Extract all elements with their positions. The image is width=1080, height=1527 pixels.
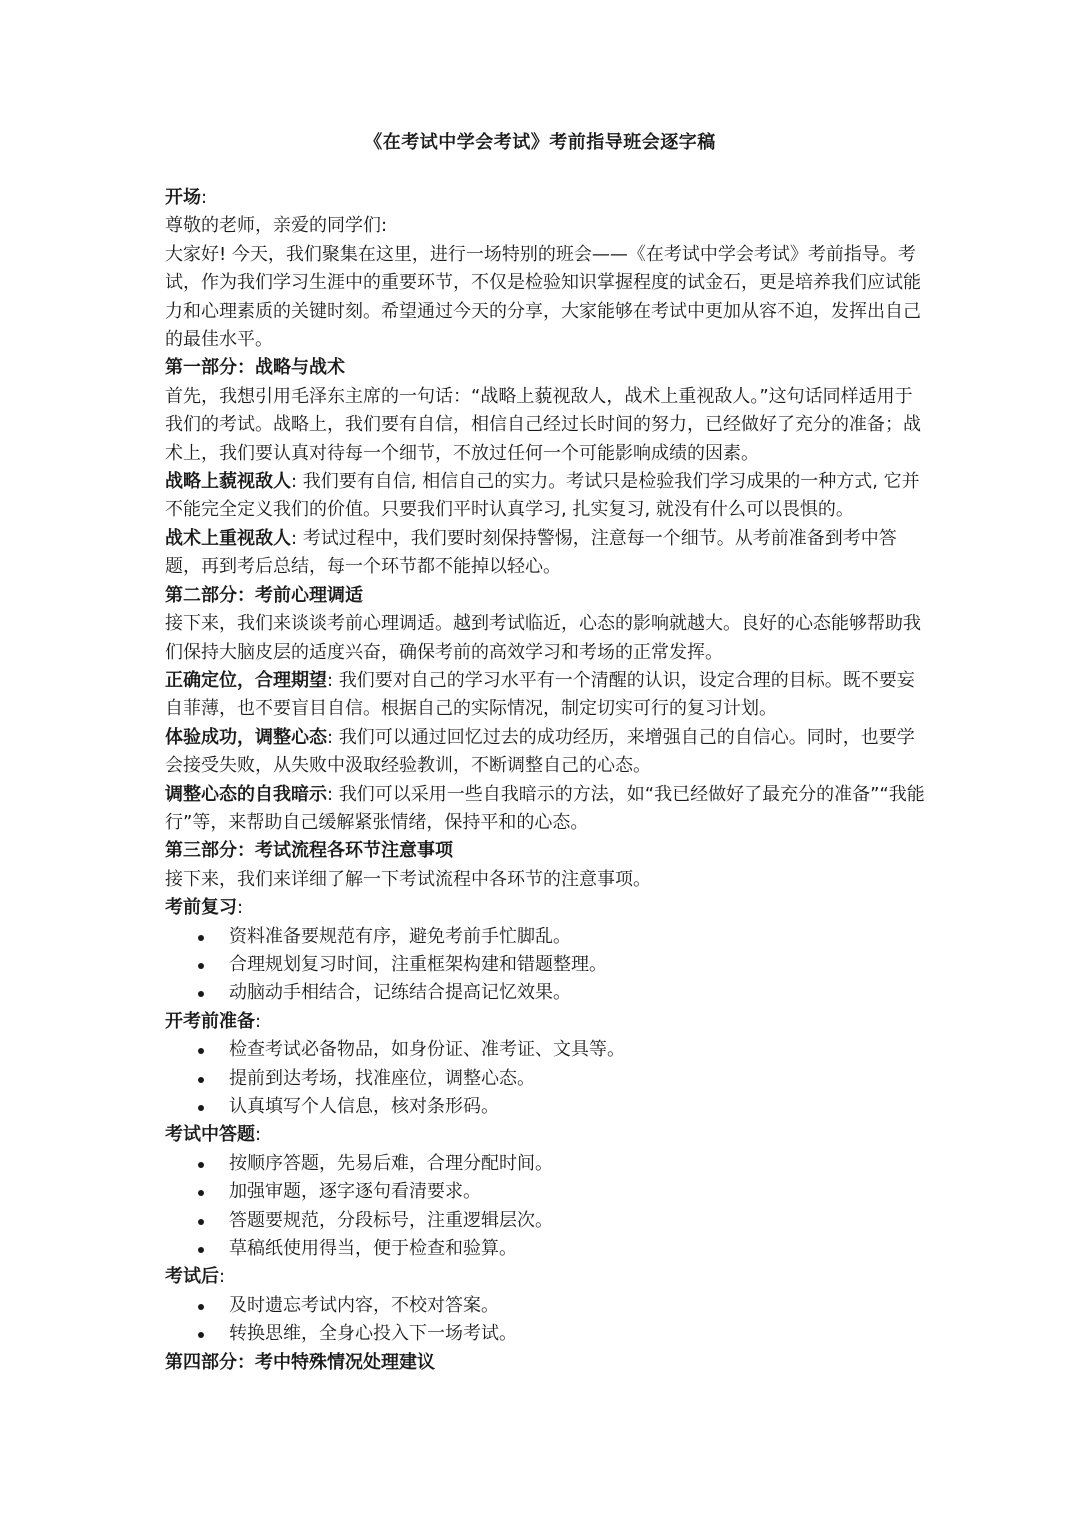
bullet-icon bbox=[198, 1304, 204, 1310]
part1-item-text: : 我们要有自信, 相信自己的实力。考试只是检验我们学习成果的一种方式, 它并不能完全定义我们的价值。只要我们平时认真学习, 扎实复习, 就没有什么可以畏惧的。 bbox=[165, 471, 920, 521]
part2-item bbox=[165, 724, 930, 781]
list-item bbox=[165, 1320, 930, 1348]
section-heading-text: 开考前准备 bbox=[165, 1010, 255, 1032]
part2-item-label: 体验成功，调整心态 bbox=[165, 726, 327, 748]
list-item bbox=[165, 1178, 930, 1206]
part1-item-label: 战术上重视敌人 bbox=[165, 527, 291, 549]
part1-item-label: 战略上藐视敌人 bbox=[165, 471, 291, 493]
list-item-text: 加强审题，逐字逐句看清要求。 bbox=[229, 1181, 481, 1203]
bullet-icon bbox=[198, 1105, 204, 1111]
list-item bbox=[165, 1065, 930, 1093]
bullet-icon bbox=[198, 1048, 204, 1054]
document-body bbox=[165, 184, 930, 1377]
section-heading-colon: : bbox=[219, 1266, 226, 1288]
part1-item bbox=[165, 525, 930, 582]
section-heading bbox=[165, 1121, 930, 1149]
opening-heading-colon: : bbox=[201, 187, 208, 208]
bullet-icon bbox=[198, 1332, 204, 1338]
list-item bbox=[165, 1235, 930, 1263]
bullet-list bbox=[165, 1150, 930, 1264]
list-item-text: 动脑动手相结合，记练结合提高记忆效果。 bbox=[229, 982, 571, 1004]
bullet-icon bbox=[198, 991, 204, 997]
bullet-icon bbox=[198, 1247, 204, 1253]
part2-item-text: : 我们可以通过回忆过去的成功经历，来增强自己的自信心。同时，也要学会接受失败，从失败中汲取经验教训，不断调整自己的心态。 bbox=[165, 726, 915, 777]
list-item-text: 及时遗忘考试内容，不校对答案。 bbox=[229, 1294, 499, 1316]
section-heading-text: 考试中答题 bbox=[165, 1124, 255, 1146]
bullet-icon bbox=[198, 1162, 204, 1168]
bullet-icon bbox=[198, 1190, 204, 1196]
bullet-icon bbox=[198, 963, 204, 969]
list-item bbox=[165, 1292, 930, 1320]
section-heading-text: 考试后 bbox=[165, 1266, 219, 1288]
list-item bbox=[165, 1207, 930, 1235]
part1-item-text: : 考试过程中，我们要时刻保持警惕，注意每一个细节。从考前准备到考中答题，再到考后总结，每一个环节都不能掉以轻心。 bbox=[165, 527, 897, 578]
opening-heading bbox=[165, 184, 930, 212]
list-item bbox=[165, 979, 930, 1007]
list-item bbox=[165, 1036, 930, 1064]
part1-heading: 第一部分：战略与战术 bbox=[165, 357, 345, 379]
document-title: 《在考试中学会考试》考前指导班会逐字稿 bbox=[364, 132, 716, 153]
list-item bbox=[165, 1150, 930, 1178]
list-item bbox=[165, 1093, 930, 1121]
list-item-text: 按顺序答题，先易后难，合理分配时间。 bbox=[229, 1152, 553, 1174]
part2-item-text: : 我们要对自己的学习水平有一个清醒的认识，设定合理的目标。既不要妄自菲薄，也不要盲目自信。根据自己的实际情况，制定切实可行的复习计划。 bbox=[165, 669, 915, 720]
part3-intro: 接下来，我们来详细了解一下考试流程中各环节的注意事项。 bbox=[165, 868, 651, 890]
list-item-text: 转换思维，全身心投入下一场考试。 bbox=[229, 1323, 517, 1345]
opening-heading-text: 开场 bbox=[165, 187, 201, 208]
list-item-text: 答题要规范，分段标号，注重逻辑层次。 bbox=[229, 1209, 553, 1231]
list-item-text: 检查考试必备物品，如身份证、准考证、文具等。 bbox=[229, 1039, 625, 1061]
list-item bbox=[165, 951, 930, 979]
list-item-text: 合理规划复习时间，注重框架构建和错题整理。 bbox=[229, 953, 607, 975]
bullet-icon bbox=[198, 1219, 204, 1225]
section-heading bbox=[165, 1008, 930, 1036]
part2-item bbox=[165, 781, 930, 838]
part2-item-text: : 我们可以采用一些自我暗示的方法，如“我已经做好了最充分的准备”“我能行”等，来帮助自己缓解紧张情绪，保持平和的心态。 bbox=[165, 783, 925, 833]
section-heading-colon: : bbox=[237, 897, 244, 919]
part2-item-label: 调整心态的自我暗示 bbox=[165, 783, 327, 805]
bullet-list bbox=[165, 923, 930, 1008]
bullet-list bbox=[165, 1036, 930, 1121]
part2-heading: 第二部分：考前心理调适 bbox=[165, 584, 363, 606]
list-item-text: 草稿纸使用得当，便于检查和验算。 bbox=[229, 1238, 517, 1260]
section-heading-colon: : bbox=[255, 1124, 262, 1146]
part4-heading: 第四部分：考中特殊情况处理建议 bbox=[165, 1351, 435, 1373]
section-heading bbox=[165, 1263, 930, 1291]
section-heading-colon: : bbox=[255, 1010, 262, 1032]
list-item-text: 资料准备要规范有序，避免考前手忙脚乱。 bbox=[229, 925, 571, 947]
greeting: 尊敬的老师，亲爱的同学们: bbox=[165, 215, 388, 237]
list-item bbox=[165, 923, 930, 951]
section-heading bbox=[165, 894, 930, 922]
section-heading-text: 考前复习 bbox=[165, 897, 237, 919]
part1-item bbox=[165, 468, 930, 525]
part1-intro: 首先，我想引用毛泽东主席的一句话：“战略上藐视敌人，战术上重视敌人。”这句话同样适用于我们的考试。战略上，我们要有自信，相信自己经过长时间的努力，已经做好了充分的准备；战术上，我们要认真对待每一个细节，不放过任何一个可能影响成绩的因素。 bbox=[165, 385, 921, 464]
opening-paragraph: 大家好! 今天，我们聚集在这里，进行一场特别的班会——《在考试中学会考试》考前指导。考试，作为我们学习生涯中的重要环节，不仅是检验知识掌握程度的试金石，更是培养我们应试能力和心理素质的关键时刻。希望通过今天的分享，大家能够在考试中更加从容不迫，发挥出自己的最佳水平。 bbox=[165, 243, 921, 351]
part2-item-label: 正确定位，合理期望 bbox=[165, 669, 327, 691]
bullet-icon bbox=[198, 935, 204, 941]
bullet-list bbox=[165, 1292, 930, 1349]
list-item-text: 提前到达考场，找准座位，调整心态。 bbox=[229, 1067, 535, 1089]
part3-heading: 第三部分：考试流程各环节注意事项 bbox=[165, 840, 453, 862]
part2-intro: 接下来，我们来谈谈考前心理调适。越到考试临近，心态的影响就越大。良好的心态能够帮助我们保持大脑皮层的适度兴奋，确保考前的高效学习和考场的正常发挥。 bbox=[165, 613, 921, 663]
list-item-text: 认真填写个人信息，核对条形码。 bbox=[229, 1096, 499, 1117]
part2-item bbox=[165, 667, 930, 724]
bullet-icon bbox=[198, 1077, 204, 1083]
